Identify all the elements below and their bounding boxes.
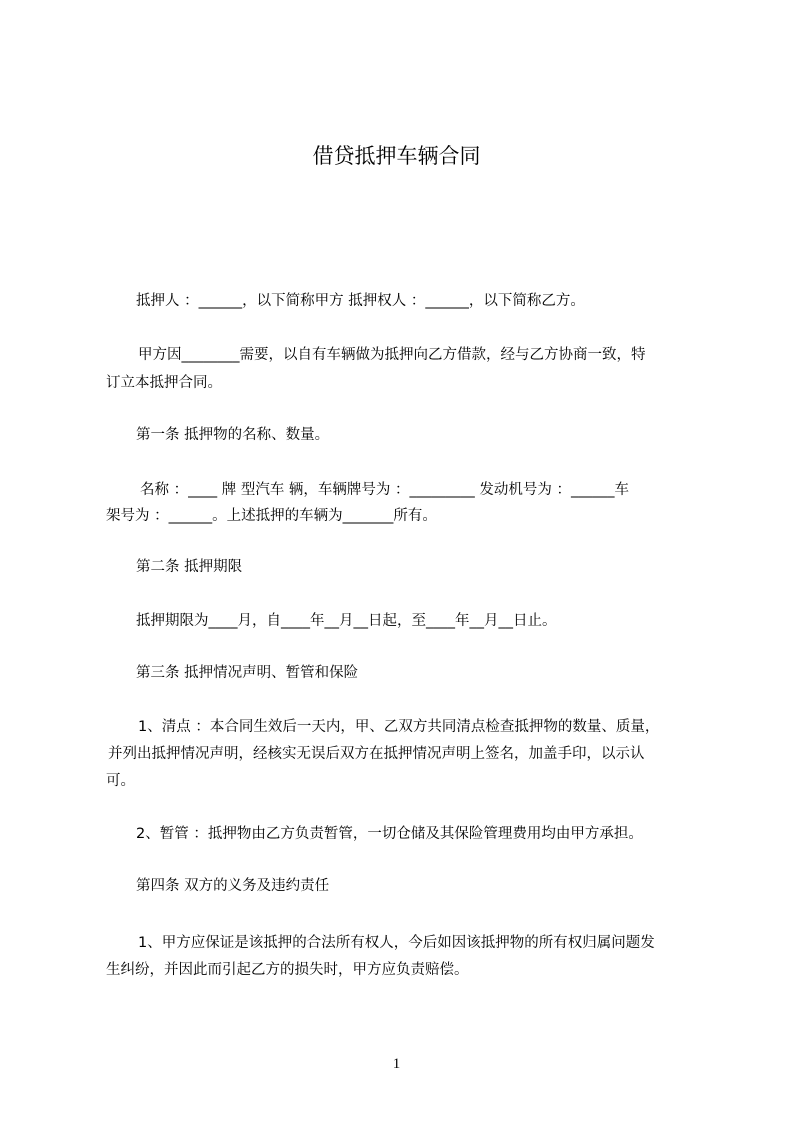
- paragraph-purpose-line1: 甲方因________需要，以自有车辆做为抵押向乙方借款，经与乙方协商一致，特: [138, 347, 646, 363]
- page-number: 1: [392, 1056, 401, 1072]
- paragraph-obligation-line2: 生纠纷，并因此而引起乙方的损失时，甲方应负责赔偿。: [106, 962, 469, 978]
- article-1-heading: 第一条 抵押物的名称、数量。: [136, 427, 330, 443]
- article-3-heading: 第三条 抵押情况声明、暂管和保险: [136, 665, 359, 681]
- paragraph-custody: 2、暂管 ：抵押物由乙方负责暂管，一切仓储及其保险管理费用均由甲方承担。: [136, 826, 643, 842]
- paragraph-parties: 抵押人 ：______，以下简称甲方 抵押权人 ：______，以下简称乙方。: [136, 293, 585, 309]
- paragraph-vehicle-line1: 名称 ：____ 牌 型汽车 辆，车辆牌号为 ：_________ 发动机号为 ：______车: [140, 482, 630, 498]
- paragraph-obligation-line1: 1、甲方应保证是该抵押的合法所有权人，今后如因该抵押物的所有权归属问题发: [138, 935, 655, 951]
- paragraph-inventory-line3: 可。: [106, 773, 135, 789]
- paragraph-purpose-line2: 订立本抵押合同。: [106, 375, 222, 391]
- article-4-heading: 第四条 双方的义务及违约责任: [136, 878, 330, 894]
- article-2-heading: 第二条 抵押期限: [136, 559, 243, 575]
- paragraph-vehicle-line2: 架号为 ：______。上述抵押的车辆为_______所有。: [106, 508, 437, 524]
- paragraph-inventory-line1: 1、清点 ：本合同生效后一天内，甲、乙双方共同清点检查抵押物的数量、质量，: [138, 719, 660, 735]
- document-title: 借贷抵押车辆合同: [312, 144, 481, 168]
- paragraph-period: 抵押期限为____月，自____年__月__日起，至____年__月__日止。: [136, 613, 557, 629]
- paragraph-inventory-line2: 并列出抵押情况声明，经核实无误后双方在抵押情况声明上签名，加盖手印，以示认: [108, 746, 645, 762]
